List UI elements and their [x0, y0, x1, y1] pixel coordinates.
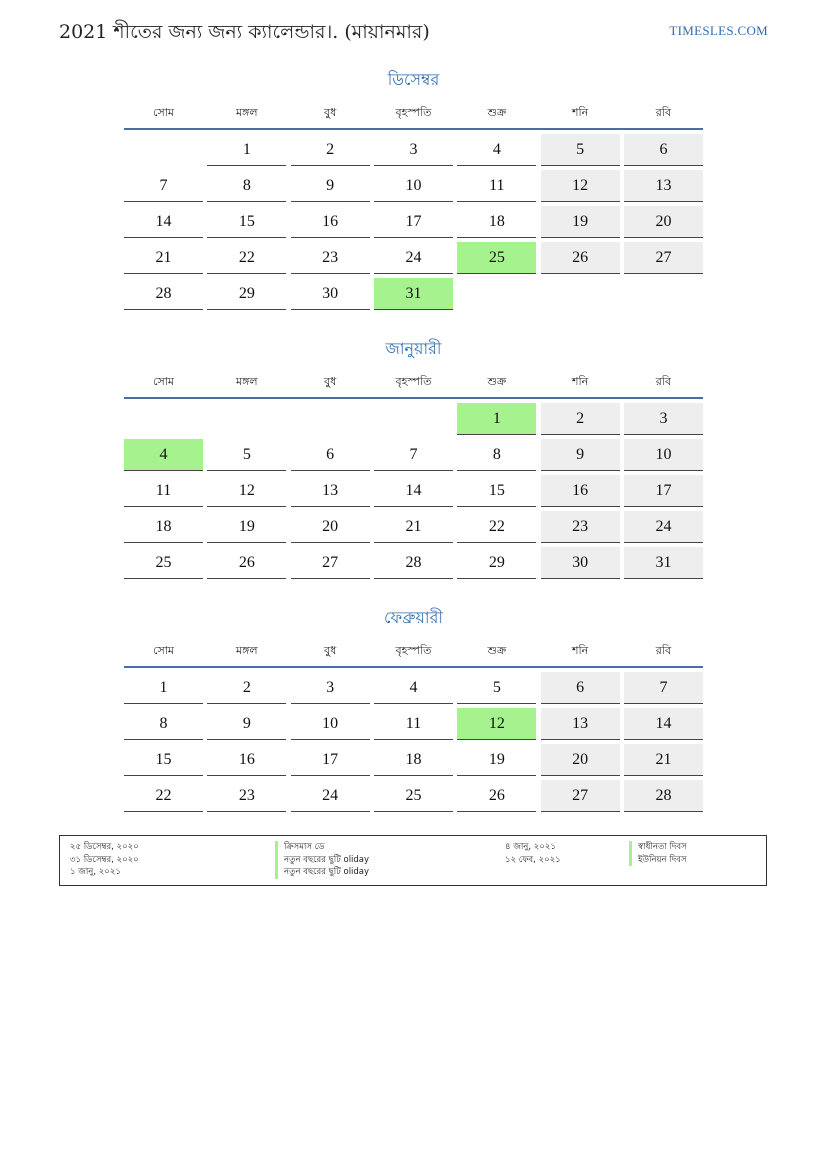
- day-cell: 21: [124, 242, 203, 274]
- day-cell: 16: [207, 744, 286, 776]
- week-row: [124, 134, 703, 170]
- day-cell: 13: [624, 170, 703, 202]
- day-cell: 27: [541, 780, 620, 812]
- day-cell: 21: [374, 511, 453, 543]
- week-row: [124, 278, 703, 314]
- empty-cell: [124, 403, 203, 434]
- day-cell: 9: [207, 708, 286, 740]
- day-grid: [124, 672, 703, 816]
- day-cell: 22: [457, 511, 536, 543]
- legend-left-dates: [70, 841, 139, 879]
- day-cell: 16: [541, 475, 620, 507]
- day-cell: 5: [207, 439, 286, 471]
- day-cell: 7: [624, 672, 703, 704]
- day-cell: 26: [457, 780, 536, 812]
- day-cell: 8: [457, 439, 536, 471]
- day-cell: 10: [624, 439, 703, 471]
- day-cell: 22: [207, 242, 286, 274]
- week-row: [124, 242, 703, 278]
- week-row: [124, 547, 703, 583]
- day-cell: 29: [457, 547, 536, 579]
- weekday-label: বুধ: [324, 106, 337, 119]
- day-cell: 28: [374, 547, 453, 579]
- day-grid: [124, 403, 703, 583]
- weekday-label: সোম: [152, 106, 175, 119]
- day-cell: 1: [207, 134, 286, 166]
- day-cell: 27: [291, 547, 370, 579]
- weekday-label: রবি: [655, 106, 672, 119]
- day-cell: 12: [207, 475, 286, 507]
- day-cell: 20: [291, 511, 370, 543]
- weekday-label: বুধ: [324, 644, 337, 657]
- day-cell: 22: [124, 780, 203, 812]
- day-cell: 26: [541, 242, 620, 274]
- weekday-label: বৃহস্পতি: [395, 375, 432, 388]
- holiday-day-cell: 12: [457, 708, 536, 740]
- week-row: [124, 511, 703, 547]
- day-cell: 18: [457, 206, 536, 238]
- weekday-header: [124, 371, 703, 399]
- weekday-label: শুক্র: [487, 106, 507, 119]
- day-grid: [124, 134, 703, 314]
- holiday-day-cell: 25: [457, 242, 536, 274]
- day-cell: 2: [207, 672, 286, 704]
- empty-cell: [624, 278, 703, 309]
- day-cell: 3: [624, 403, 703, 435]
- weekday-label: মঙ্গল: [236, 375, 258, 388]
- day-cell: 10: [291, 708, 370, 740]
- weekday-label: বুধ: [324, 375, 337, 388]
- day-cell: 12: [541, 170, 620, 202]
- week-row: [124, 206, 703, 242]
- day-cell: 28: [124, 278, 203, 310]
- page-title: 2021 শীতের জন্য জন্য ক্যালেন্ডার।. (মায়ানমার): [59, 21, 430, 43]
- day-cell: 10: [374, 170, 453, 202]
- day-cell: 20: [541, 744, 620, 776]
- day-cell: 18: [124, 511, 203, 543]
- weekday-label: শুক্র: [487, 375, 507, 388]
- legend-holiday-name: ইউনিয়ন দিবস: [629, 854, 687, 867]
- legend-holiday-name: স্বাধীনতা দিবস: [629, 841, 687, 854]
- empty-cell: [207, 403, 286, 434]
- day-cell: 14: [124, 206, 203, 238]
- empty-cell: [541, 278, 620, 309]
- legend-left-names: [275, 841, 369, 879]
- day-cell: 19: [541, 206, 620, 238]
- weekday-label: মঙ্গল: [236, 644, 258, 657]
- weekday-label: সোম: [152, 644, 175, 657]
- day-cell: 1: [124, 672, 203, 704]
- week-row: [124, 475, 703, 511]
- day-cell: 14: [624, 708, 703, 740]
- holiday-legend: [59, 835, 767, 886]
- day-cell: 4: [374, 672, 453, 704]
- legend-date: ১ জানু, ২০২১: [70, 867, 121, 877]
- month-title: জানুয়ারী: [385, 339, 442, 358]
- day-cell: 6: [291, 439, 370, 471]
- weekday-label: শুক্র: [487, 644, 507, 657]
- day-cell: 26: [207, 547, 286, 579]
- legend-right-names: [629, 841, 687, 866]
- day-cell: 17: [624, 475, 703, 507]
- day-cell: 29: [207, 278, 286, 310]
- legend-holiday-name: ক্রিসমাস ডে: [275, 841, 369, 854]
- day-cell: 13: [291, 475, 370, 507]
- weekday-label: শনি: [572, 644, 589, 657]
- day-cell: 2: [541, 403, 620, 435]
- day-cell: 30: [291, 278, 370, 310]
- day-cell: 20: [624, 206, 703, 238]
- day-cell: 7: [124, 170, 203, 202]
- day-cell: 4: [457, 134, 536, 166]
- week-row: [124, 672, 703, 708]
- empty-cell: [457, 278, 536, 309]
- day-cell: 24: [624, 511, 703, 543]
- legend-date: ৪ জানু, ২০২১: [505, 842, 556, 852]
- day-cell: 23: [541, 511, 620, 543]
- day-cell: 24: [374, 242, 453, 274]
- day-cell: 17: [291, 744, 370, 776]
- day-cell: 13: [541, 708, 620, 740]
- week-row: [124, 780, 703, 816]
- day-cell: 3: [291, 672, 370, 704]
- legend-holiday-name: নতুন বছরের ছুটি oliday: [275, 866, 369, 879]
- day-cell: 28: [624, 780, 703, 812]
- day-cell: 25: [374, 780, 453, 812]
- day-cell: 9: [291, 170, 370, 202]
- day-cell: 11: [457, 170, 536, 202]
- week-row: [124, 403, 703, 439]
- weekday-label: বৃহস্পতি: [395, 106, 432, 119]
- day-cell: 6: [541, 672, 620, 704]
- day-cell: 6: [624, 134, 703, 166]
- empty-cell: [291, 403, 370, 434]
- day-cell: 14: [374, 475, 453, 507]
- weekday-header: [124, 640, 703, 668]
- brand-link[interactable]: TIMESLES.COM: [669, 23, 768, 38]
- week-row: [124, 744, 703, 780]
- day-cell: 15: [124, 744, 203, 776]
- day-cell: 16: [291, 206, 370, 238]
- weekday-label: রবি: [655, 644, 672, 657]
- weekday-label: সোম: [152, 375, 175, 388]
- legend-date: ১২ ফেব, ২০২১: [505, 854, 561, 865]
- weekday-label: মঙ্গল: [236, 106, 258, 119]
- day-cell: 2: [291, 134, 370, 166]
- day-cell: 3: [374, 134, 453, 166]
- day-cell: 9: [541, 439, 620, 471]
- day-cell: 27: [624, 242, 703, 274]
- month-december: [124, 68, 703, 314]
- month-title: ডিসেম্বর: [387, 70, 440, 89]
- day-cell: 5: [457, 672, 536, 704]
- day-cell: 8: [207, 170, 286, 202]
- day-cell: 23: [207, 780, 286, 812]
- weekday-label: শনি: [572, 375, 589, 388]
- week-row: [124, 708, 703, 744]
- empty-cell: [124, 134, 203, 165]
- day-cell: 19: [457, 744, 536, 776]
- weekday-label: বৃহস্পতি: [395, 644, 432, 657]
- day-cell: 8: [124, 708, 203, 740]
- day-cell: 31: [624, 547, 703, 579]
- weekday-label: শনি: [572, 106, 589, 119]
- week-row: [124, 170, 703, 206]
- empty-cell: [374, 403, 453, 434]
- weekday-header: [124, 102, 703, 130]
- day-cell: 5: [541, 134, 620, 166]
- holiday-day-cell: 31: [374, 278, 453, 310]
- holiday-day-cell: 4: [124, 439, 203, 471]
- day-cell: 11: [374, 708, 453, 740]
- day-cell: 21: [624, 744, 703, 776]
- legend-right-dates: [505, 841, 561, 866]
- day-cell: 24: [291, 780, 370, 812]
- day-cell: 23: [291, 242, 370, 274]
- day-cell: 7: [374, 439, 453, 471]
- day-cell: 25: [124, 547, 203, 579]
- month-january: [124, 337, 703, 583]
- month-title: ফেব্রুয়ারী: [384, 608, 443, 627]
- day-cell: 30: [541, 547, 620, 579]
- day-cell: 15: [457, 475, 536, 507]
- day-cell: 11: [124, 475, 203, 507]
- legend-holiday-name: নতুন বছরের ছুটি oliday: [275, 854, 369, 867]
- legend-date: ২৫ ডিসেম্বর, ২০২০: [70, 842, 139, 852]
- day-cell: 19: [207, 511, 286, 543]
- weekday-label: রবি: [655, 375, 672, 388]
- day-cell: 17: [374, 206, 453, 238]
- holiday-day-cell: 1: [457, 403, 536, 435]
- legend-date: ৩১ ডিসেম্বর, ২০২০: [70, 854, 139, 865]
- day-cell: 15: [207, 206, 286, 238]
- month-february: [124, 606, 703, 816]
- week-row: [124, 439, 703, 475]
- day-cell: 18: [374, 744, 453, 776]
